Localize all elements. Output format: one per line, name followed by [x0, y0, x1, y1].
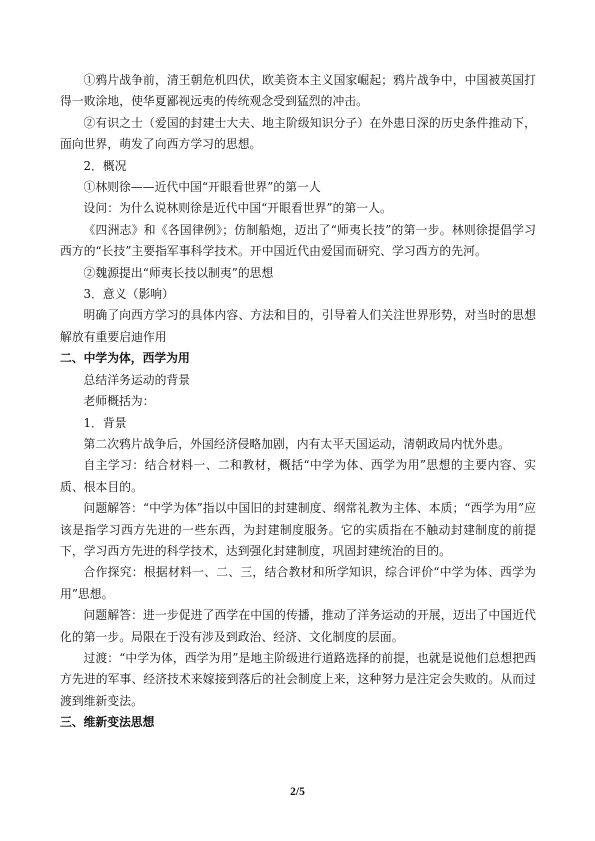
paragraph-lin-zexu-detail: 《四洲志》和《各国律例》；仿制船炮，迈出了“师夷长技”的第一步。林则徐提倡学习西方的“长技”主要指军事科学技术。开中国近代由爱国而研究、学习西方的先河。 — [60, 222, 536, 259]
section-heading-3: 三、维新变法思想 — [60, 715, 155, 730]
subheading-overview: 2．概况 — [83, 158, 127, 173]
paragraph-question: 设问：为什么说林则徐是近代中国“开眼看世界”的第一人。 — [83, 201, 392, 216]
paragraph-answer-2: 问题解答：进一步促进了西学在中国的传播，推动了洋务运动的开展，迈出了中国近代化的第一步。局限在于没有涉及到政治、经济、文化制度的层面。 — [60, 608, 536, 644]
paragraph-answer-1: 问题解答：“中学为体”指以中国旧的封建制度、纲常礼教为主体、本质；“西学为用”应该是指学习西方先进的一些东西，为封建制度服务。它的实质指在不触动封建制度的前提下，学习西方先进的科学技术，达到强化封建制度，巩固封建统治的目的。 — [60, 501, 536, 558]
paragraph-background-1: ①鸦片战争前，清王朝危机四伏，欧美资本主义国家崛起；鸦片战争中，中国被英国打得一败涂地，使华夏鄙视远夷的传统观念受到猛烈的冲击。 — [60, 73, 536, 109]
paragraph-background-text: 第二次鸦片战争后，外国经济侵略加剧，内有太平天国运动，清朝政局内忧外患。 — [83, 436, 510, 451]
page-body — [60, 70, 536, 734]
subheading-significance: 3．意义（影响） — [83, 287, 174, 302]
paragraph-lin-zexu: ①林则徐——近代中国“开眼看世界”的第一人 — [83, 180, 321, 195]
paragraph-summary-intro: 总结洋务运动的背景 — [83, 372, 191, 387]
subheading-background: 1．背景 — [83, 415, 127, 430]
paragraph-significance: 明确了向西方学习的具体内容、方法和目的，引导着人们关注世界形势，对当时的思想解放有重要启迪作用 — [60, 308, 536, 344]
paragraph-transition: 过渡：“中学为体，西学为用”是地主阶级进行道路选择的前提，也就是说他们总想把西方先进的军事、经济技术来嫁接到落后的社会制度上来，这种努力是注定会失败的。从而过渡到维新变法。 — [60, 650, 536, 708]
paragraph-self-study: 自主学习：结合材料一、二和教材，概括“中学为体、西学为用”思想的主要内容、实质、根本目的。 — [60, 458, 536, 494]
paragraph-background-2: ②有识之士（爱国的封建士大夫、地主阶级知识分子）在外患日深的历史条件推动下，面向世界，萌发了向西方学习的思想。 — [60, 115, 536, 152]
paragraph-teacher-summary: 老师概括为： — [83, 394, 155, 409]
paragraph-cooperative: 合作探究：根据材料一、二、三，结合教材和所学知识，综合评价“中学为体、西学为用”思想。 — [60, 565, 536, 601]
paragraph-wei-yuan: ②魏源提出“师夷长技以制夷”的思想 — [83, 265, 274, 280]
section-heading-2: 二、中学为体，西学为用 — [60, 351, 190, 366]
page-number: 2/5 — [290, 786, 305, 798]
